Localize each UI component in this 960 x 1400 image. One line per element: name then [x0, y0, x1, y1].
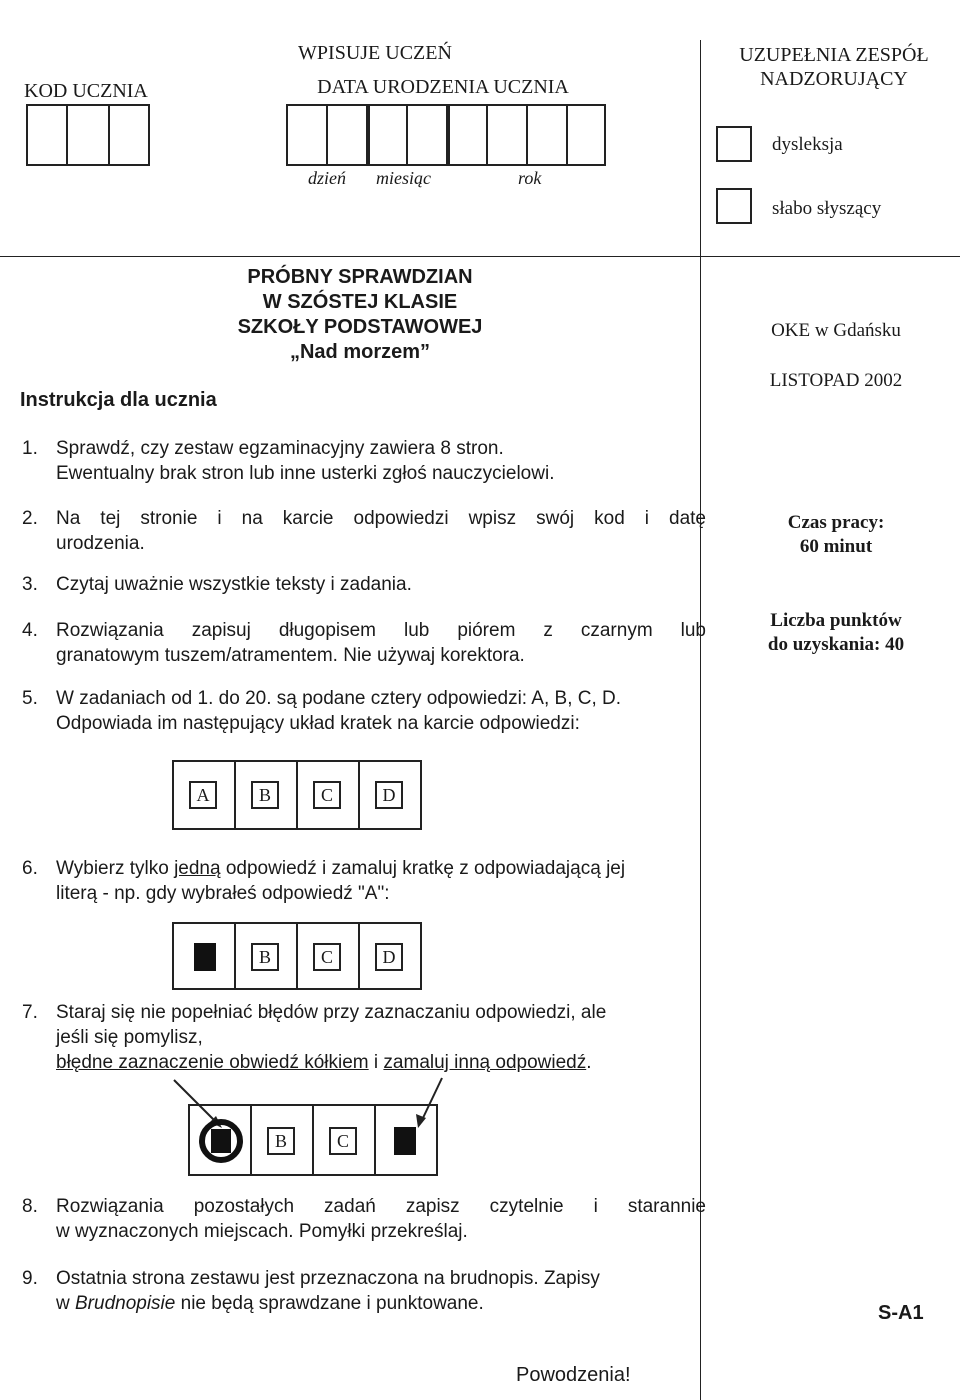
nadzorujacy-label: NADZORUJĄCY: [760, 68, 908, 90]
instruction-8-line-2: w wyznaczonych miejscach. Pomyłki przekreślaj.: [56, 1221, 468, 1242]
dyslexia-label: dysleksja: [772, 134, 843, 155]
exam-code: S-A1: [878, 1302, 924, 1324]
answer-box-c: C: [329, 1127, 357, 1155]
instruction-6-line-1: Wybierz tylko jedną odpowiedź i zamaluj kratkę z odpowiadającą jej: [56, 858, 626, 879]
farewell-text: Powodzenia!: [516, 1364, 631, 1386]
answer-box-a: A: [189, 781, 217, 809]
instruction-9-line-2: w Brudnopisie nie będą sprawdzane i punktowane.: [56, 1293, 484, 1314]
answer-grid-example-filled: [172, 922, 422, 990]
wpisuje-uczen-label: WPISUJE UCZEŃ: [298, 42, 452, 64]
instruction-5: 5. W zadaniach od 1. do 20. są podane cztery odpowiedzi: A, B, C, D. Odpowiada im następujący układ kratek na karcie odpowiedzi:: [22, 686, 54, 711]
points-label: Liczba punktów: [770, 610, 902, 631]
points-value: do uzyskania: 40: [767, 634, 905, 655]
circled-filled-box-icon: [198, 1118, 244, 1164]
dyslexia-checkbox[interactable]: [716, 126, 752, 162]
exam-date: LISTOPAD 2002: [769, 370, 903, 391]
answer-box-d: D: [375, 943, 403, 971]
answer-grid-example-corrected: [188, 1104, 438, 1176]
instruction-7-line-1: Staraj się nie popełniać błędów przy zaznaczaniu odpowiedzi, ale: [56, 1002, 607, 1023]
hearing-label: słabo słyszący: [772, 198, 882, 219]
answer-box-d-filled: [394, 1127, 416, 1155]
instruction-7: 7. Staraj się nie popełniać błędów przy zaznaczaniu odpowiedzi, ale jeśli się pomylisz, błędne zaznaczenie obwiedź kółkiem i zamaluj inną odpowiedź.: [22, 1000, 54, 1025]
header-divider-horizontal: [0, 256, 960, 257]
instruction-7-line-2: jeśli się pomylisz,: [56, 1027, 203, 1048]
kod-ucznia-box[interactable]: [26, 104, 150, 166]
hearing-checkbox[interactable]: [716, 188, 752, 224]
instruction-8-line-1: Rozwiązania pozostałych zadań zapisz czytelnie i starannie: [56, 1196, 706, 1217]
title-line-1: PRÓBNY SPRAWDZIAN: [247, 266, 473, 288]
title-line-4: „Nad morzem”: [289, 341, 431, 363]
day-label: dzień: [308, 168, 346, 188]
instruction-1-line-2: Ewentualny brak stron lub inne usterki zgłoś nauczycielowi.: [56, 463, 555, 484]
instruction-2: 2. Na tej stronie i na karcie odpowiedzi wpisz swój kod i datę urodzenia.: [22, 508, 706, 554]
instruction-7-line-3: błędne zaznaczenie obwiedź kółkiem i zamaluj inną odpowiedź.: [56, 1052, 592, 1073]
month-label: miesiąc: [376, 168, 431, 188]
instruction-6-line-2: literą - np. gdy wybrałeś odpowiedź "A":: [56, 883, 390, 904]
time-value: 60 minut: [799, 536, 873, 557]
time-label: Czas pracy:: [787, 512, 885, 533]
instruction-9: 9. Ostatnia strona zestawu jest przeznaczona na brudnopis. Zapisy w Brudnopisie nie będą sprawdzane i punktowane.: [22, 1266, 54, 1291]
kod-ucznia-label: KOD UCZNIA: [24, 80, 148, 102]
title-line-2: W SZÓSTEJ KLASIE: [262, 291, 458, 313]
instruction-1: 1. Sprawdź, czy zestaw egzaminacyjny zawiera 8 stron. Ewentualny brak stron lub inne usterki zgłoś nauczycielowi.: [22, 436, 54, 461]
instruction-3: 3. Czytaj uważnie wszystkie teksty i zadania.: [22, 572, 54, 597]
answer-grid-example-empty: [172, 760, 422, 830]
uzupelnia-zespol-label: UZUPEŁNIA ZESPÓŁ: [739, 44, 929, 66]
instructions-heading: Instrukcja dla ucznia: [20, 389, 217, 411]
instruction-8: 8. Rozwiązania pozostałych zadań zapisz czytelnie i starannie w wyznaczonych miejscach. Pomyłki przekreślaj.: [22, 1196, 706, 1242]
instruction-2-line-2: urodzenia.: [56, 533, 145, 554]
instruction-9-line-1: Ostatnia strona zestawu jest przeznaczona na brudnopis. Zapisy: [56, 1268, 600, 1289]
instruction-4: 4. Rozwiązania zapisuj długopisem lub piórem z czarnym lub granatowym tuszem/atramentem. Nie używaj korektora.: [22, 620, 706, 666]
instruction-4-line-2: granatowym tuszem/atramentem. Nie używaj korektora.: [56, 645, 525, 666]
data-urodzenia-label: DATA URODZENIA UCZNIA: [317, 76, 569, 98]
answer-box-c: C: [313, 943, 341, 971]
instruction-5-line-2: Odpowiada im następujący układ kratek na karcie odpowiedzi:: [56, 713, 580, 734]
instruction-4-line-1: Rozwiązania zapisuj długopisem lub piórem z czarnym lub: [56, 620, 706, 641]
instruction-6: 6. Wybierz tylko jedną odpowiedź i zamaluj kratkę z odpowiadającą jej literą - np. gdy wybrałeś odpowiedź "A":: [22, 856, 54, 881]
answer-box-d: D: [375, 781, 403, 809]
year-label: rok: [518, 168, 542, 188]
answer-box-c: C: [313, 781, 341, 809]
instruction-5-line-1: W zadaniach od 1. do 20. są podane cztery odpowiedzi: A, B, C, D.: [56, 688, 622, 709]
birth-date-box[interactable]: [286, 104, 606, 166]
answer-box-b: B: [251, 781, 279, 809]
answer-box-a-filled: [194, 943, 216, 971]
instruction-3-line-1: Czytaj uważnie wszystkie teksty i zadania.: [56, 574, 412, 595]
instruction-1-line-1: Sprawdź, czy zestaw egzaminacyjny zawiera 8 stron.: [56, 438, 504, 459]
title-line-3: SZKOŁY PODSTAWOWEJ: [237, 316, 483, 338]
answer-box-b: B: [251, 943, 279, 971]
answer-box-b: B: [267, 1127, 295, 1155]
instruction-2-line-1: Na tej stronie i na karcie odpowiedzi wpisz swój kod i datę: [56, 508, 706, 529]
organizer: OKE w Gdańsku: [771, 320, 901, 341]
